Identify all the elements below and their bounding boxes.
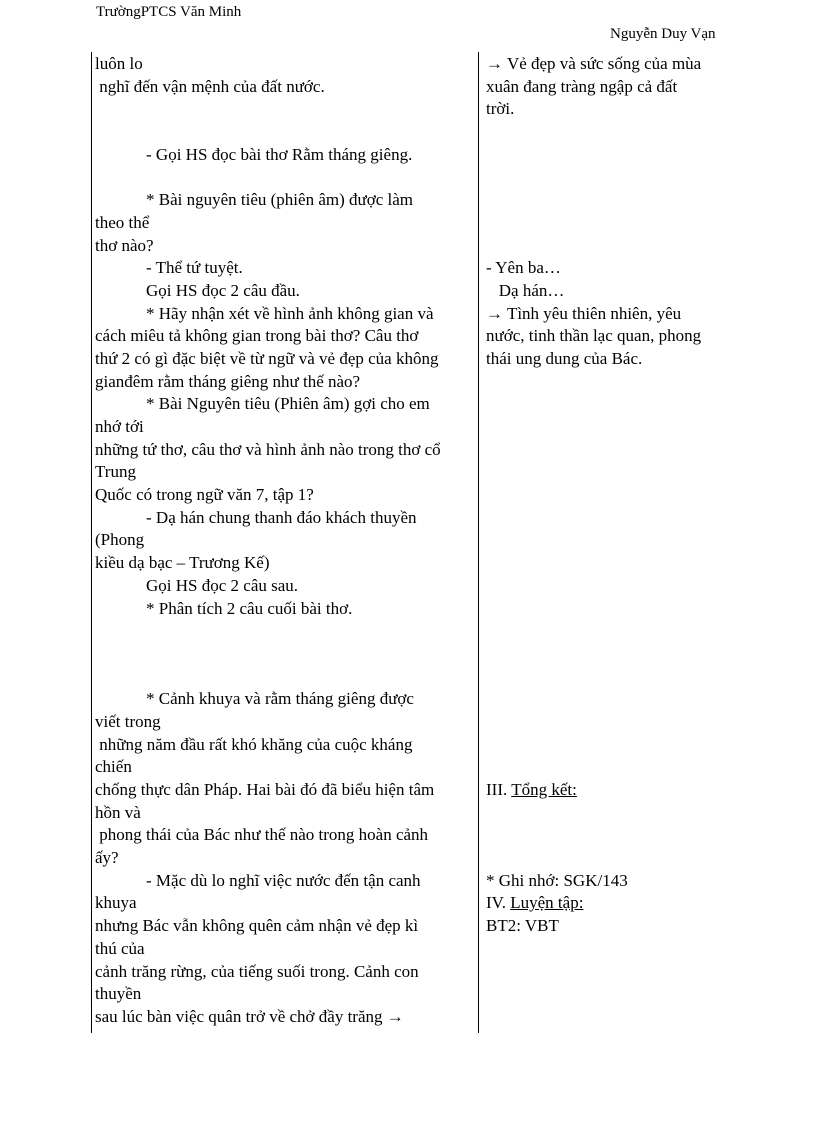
- right-text-line: [486, 552, 731, 575]
- left-text-line: những năm đầu rất khó khăng của cuộc kháng: [95, 734, 413, 754]
- right-text-line: - Yên ba…: [486, 258, 561, 278]
- left-text-line: [95, 666, 475, 689]
- right-text-line: III. Tổng kết:: [486, 780, 577, 799]
- right-text-line: [486, 734, 731, 757]
- left-text-line: nhưng Bác vẫn không quên cảm nhận vẻ đẹp kì: [95, 916, 419, 936]
- left-text-line: Quốc có trong ngữ văn 7, tập 1?: [95, 485, 314, 505]
- right-text-line: [486, 371, 731, 394]
- lesson-content-column: [486, 53, 731, 938]
- right-text-line: [486, 393, 731, 416]
- author-name: Nguyễn Duy Vạn: [610, 26, 716, 42]
- left-text-line: thuyền: [95, 984, 142, 1004]
- right-text-line: [486, 756, 731, 779]
- right-text-line: [486, 189, 731, 212]
- left-text-line: [95, 643, 475, 666]
- lesson-activities-column: [95, 53, 475, 1029]
- left-text-line: [95, 121, 475, 144]
- right-text-line: → Vẻ đẹp và sức sống của mùa: [486, 54, 702, 73]
- right-text-line: [486, 847, 731, 870]
- left-text-line: * Phân tích 2 câu cuối bài thơ.: [95, 598, 353, 618]
- left-text-line: (Phong: [95, 530, 145, 550]
- right-text-line: IV. Luyện tập:: [486, 893, 584, 913]
- left-text-line: [95, 98, 475, 121]
- right-text-line: thái ung dung của Bác.: [486, 348, 643, 368]
- left-text-line: thú của: [95, 938, 145, 958]
- left-text-line: * Cảnh khuya và rằm tháng giêng được: [95, 689, 414, 709]
- left-text-line: kiều dạ bạc – Trương Kế): [95, 553, 270, 573]
- right-text-line: [486, 144, 731, 167]
- right-text-line: [486, 507, 731, 530]
- left-text-line: luôn lo: [95, 54, 143, 73]
- right-text-line: Dạ hán…: [486, 280, 565, 300]
- right-text-line: [486, 575, 731, 598]
- left-text-line: chống thực dân Pháp. Hai bài đó đã biểu hiện tâm: [95, 780, 435, 799]
- right-text-line: [486, 598, 731, 621]
- left-text-line: cảnh trăng rừng, của tiếng suối trong. Cảnh con: [95, 961, 419, 981]
- left-text-line: hồn và: [95, 802, 141, 822]
- left-text-line: - Dạ hán chung thanh đáo khách thuyền: [95, 507, 417, 527]
- left-text-line: sau lúc bàn việc quân trở về chở đầy trăng →: [95, 1006, 404, 1026]
- left-text-line: [95, 166, 475, 189]
- left-border-line: [91, 52, 92, 1033]
- left-text-line: Gọi HS đọc 2 câu sau.: [95, 575, 299, 595]
- left-text-line: phong thái của Bác như thế nào trong hoàn cảnh: [95, 825, 429, 845]
- right-text-line: [486, 416, 731, 439]
- left-text-line: - Mặc dù lo nghĩ việc nước đến tận canh: [95, 870, 421, 890]
- right-text-line: [486, 166, 731, 189]
- right-text-line: BT2: VBT: [486, 916, 559, 936]
- left-text-line: Gọi HS đọc 2 câu đầu.: [95, 280, 300, 300]
- right-text-line: * Ghi nhớ: SGK/143: [486, 870, 628, 890]
- school-name: TrườngPTCS Văn Minh: [96, 4, 242, 20]
- left-text-line: những tứ thơ, câu thơ và hình ảnh nào trong thơ cổ: [95, 439, 441, 459]
- left-text-line: thơ nào?: [95, 235, 154, 255]
- right-text-line: nước, tinh thần lạc quan, phong: [486, 326, 702, 346]
- left-text-line: khuya: [95, 893, 137, 913]
- right-text-line: [486, 688, 731, 711]
- right-text-line: [486, 461, 731, 484]
- right-text-line: [486, 643, 731, 666]
- right-text-line: → Tình yêu thiên nhiên, yêu: [486, 303, 682, 323]
- left-text-line: ấy?: [95, 848, 119, 868]
- left-text-line: chiến: [95, 757, 132, 777]
- left-text-line: viết trong: [95, 711, 161, 731]
- left-text-line: * Hãy nhận xét về hình ảnh không gian và: [95, 303, 434, 323]
- right-text-line: xuân đang tràng ngập cả đất: [486, 76, 678, 96]
- left-text-line: nghĩ đến vận mệnh của đất nước.: [95, 76, 325, 96]
- right-text-line: [486, 121, 731, 144]
- left-text-line: [95, 620, 475, 643]
- left-text-line: - Thể tứ tuyệt.: [95, 258, 243, 278]
- left-text-line: * Bài nguyên tiêu (phiên âm) được làm: [95, 190, 413, 210]
- left-text-line: - Gọi HS đọc bài thơ Rằm tháng giêng.: [95, 144, 413, 164]
- left-text-line: cách miêu tả không gian trong bài thơ? Câu thơ: [95, 326, 419, 346]
- left-text-line: * Bài Nguyên tiêu (Phiên âm) gợi cho em: [95, 394, 430, 414]
- right-text-line: [486, 824, 731, 847]
- right-text-line: [486, 235, 731, 258]
- left-text-line: nhớ tới: [95, 417, 144, 436]
- right-text-line: [486, 620, 731, 643]
- right-text-line: [486, 711, 731, 734]
- left-text-line: thứ 2 có gì đặc biệt về từ ngữ và vẻ đẹp của không: [95, 348, 439, 368]
- right-text-line: [486, 666, 731, 689]
- left-text-line: gianđêm rằm tháng giêng như thế nào?: [95, 371, 361, 391]
- right-text-line: [486, 439, 731, 462]
- left-text-line: theo thể: [95, 212, 150, 232]
- right-text-line: [486, 802, 731, 825]
- right-text-line: [486, 212, 731, 235]
- right-text-line: [486, 484, 731, 507]
- left-text-line: Trung: [95, 462, 136, 482]
- right-text-line: trời.: [486, 99, 515, 119]
- right-text-line: [486, 529, 731, 552]
- column-divider-line: [478, 52, 479, 1033]
